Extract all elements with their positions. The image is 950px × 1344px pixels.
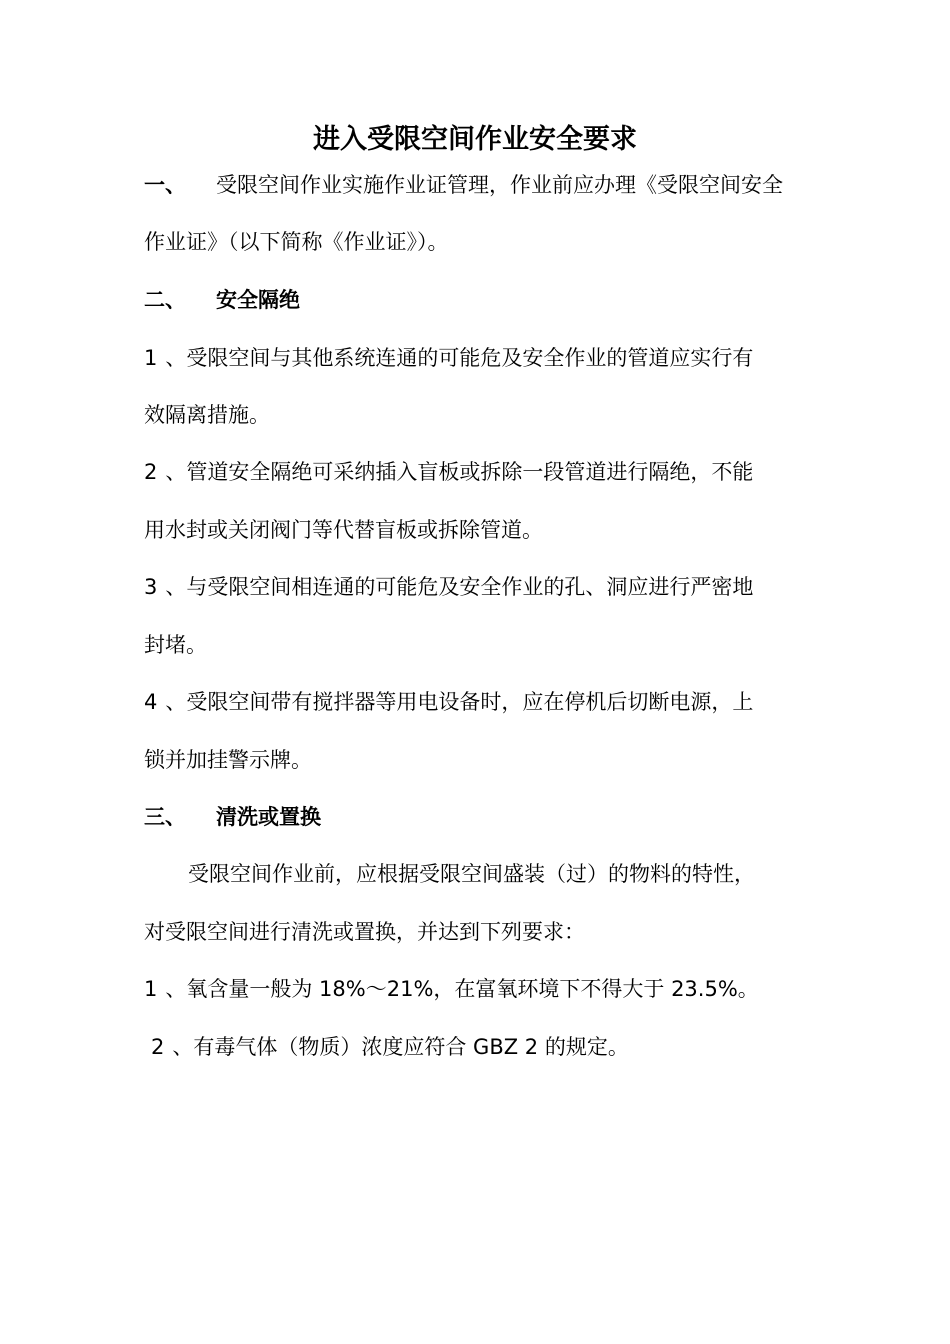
section3-intro-line2: 对受限空间进行清洗或置换，并达到下列要求： — [144, 920, 585, 944]
item-text: 、受限空间带有搅拌器等用电设备时，应在停机后切断电源，上 — [165, 690, 754, 714]
section2-number: 二、 — [144, 288, 186, 312]
section1-text-line2: 作业证》（以下简称《作业证》）。 — [144, 230, 449, 254]
section1-number: 一、 — [144, 173, 186, 197]
item-text: 、氧含量一般为 18%～21%，在富氧环境下不得大于 23.5%。 — [165, 977, 759, 1001]
section2-item2-line1 — [144, 456, 753, 488]
item-text: 、管道安全隔绝可采纳插入盲板或拆除一段管道进行隔绝，不能 — [165, 460, 754, 484]
section3-heading-text: 清洗或置换 — [216, 805, 321, 829]
item-text: 用水封或关闭阀门等代替盲板或拆除管道。 — [144, 518, 543, 542]
item-number: 4 — [144, 690, 158, 714]
section2-item3-line2 — [144, 629, 207, 661]
item-text: 、与受限空间相连通的可能危及安全作业的孔、洞应进行严密地 — [165, 575, 754, 599]
section2-heading-text: 安全隔绝 — [216, 288, 300, 312]
section2-item4-line1 — [144, 686, 753, 718]
item-text: 效隔离措施。 — [144, 403, 270, 427]
section1-line2 — [144, 226, 449, 258]
item-text: 、受限空间与其他系统连通的可能危及安全作业的管道应实行有 — [165, 346, 754, 370]
item-text: 锁并加挂警示牌。 — [144, 748, 312, 772]
section2-item3-line1 — [144, 571, 753, 603]
document-title: 进入受限空间作业安全要求 — [313, 124, 637, 155]
section3-number: 三、 — [144, 805, 186, 829]
section3-intro-line1: 受限空间作业前，应根据受限空间盛装（过）的物料的特性， — [188, 862, 755, 886]
section2-item1-line1 — [144, 342, 753, 374]
section2-heading — [144, 284, 300, 316]
section2-item2-line2 — [144, 514, 543, 546]
item-text: 、有毒气体（物质）浓度应符合 GBZ 2 的规定。 — [172, 1035, 629, 1059]
item-text: 封堵。 — [144, 633, 207, 657]
section1-text-line1: 受限空间作业实施作业证管理，作业前应办理《受限空间安全 — [216, 173, 783, 197]
section3-heading — [144, 801, 321, 833]
section3-item2 — [151, 1031, 629, 1063]
section2-item4-line2 — [144, 744, 312, 776]
item-number: 1 — [144, 346, 158, 370]
item-number: 1 — [144, 977, 158, 1001]
section3-item1 — [144, 973, 759, 1005]
item-number: 3 — [144, 575, 158, 599]
item-number: 2 — [151, 1035, 165, 1059]
item-number: 2 — [144, 460, 158, 484]
section1-line1 — [144, 169, 783, 201]
section2-item1-line2 — [144, 399, 270, 431]
